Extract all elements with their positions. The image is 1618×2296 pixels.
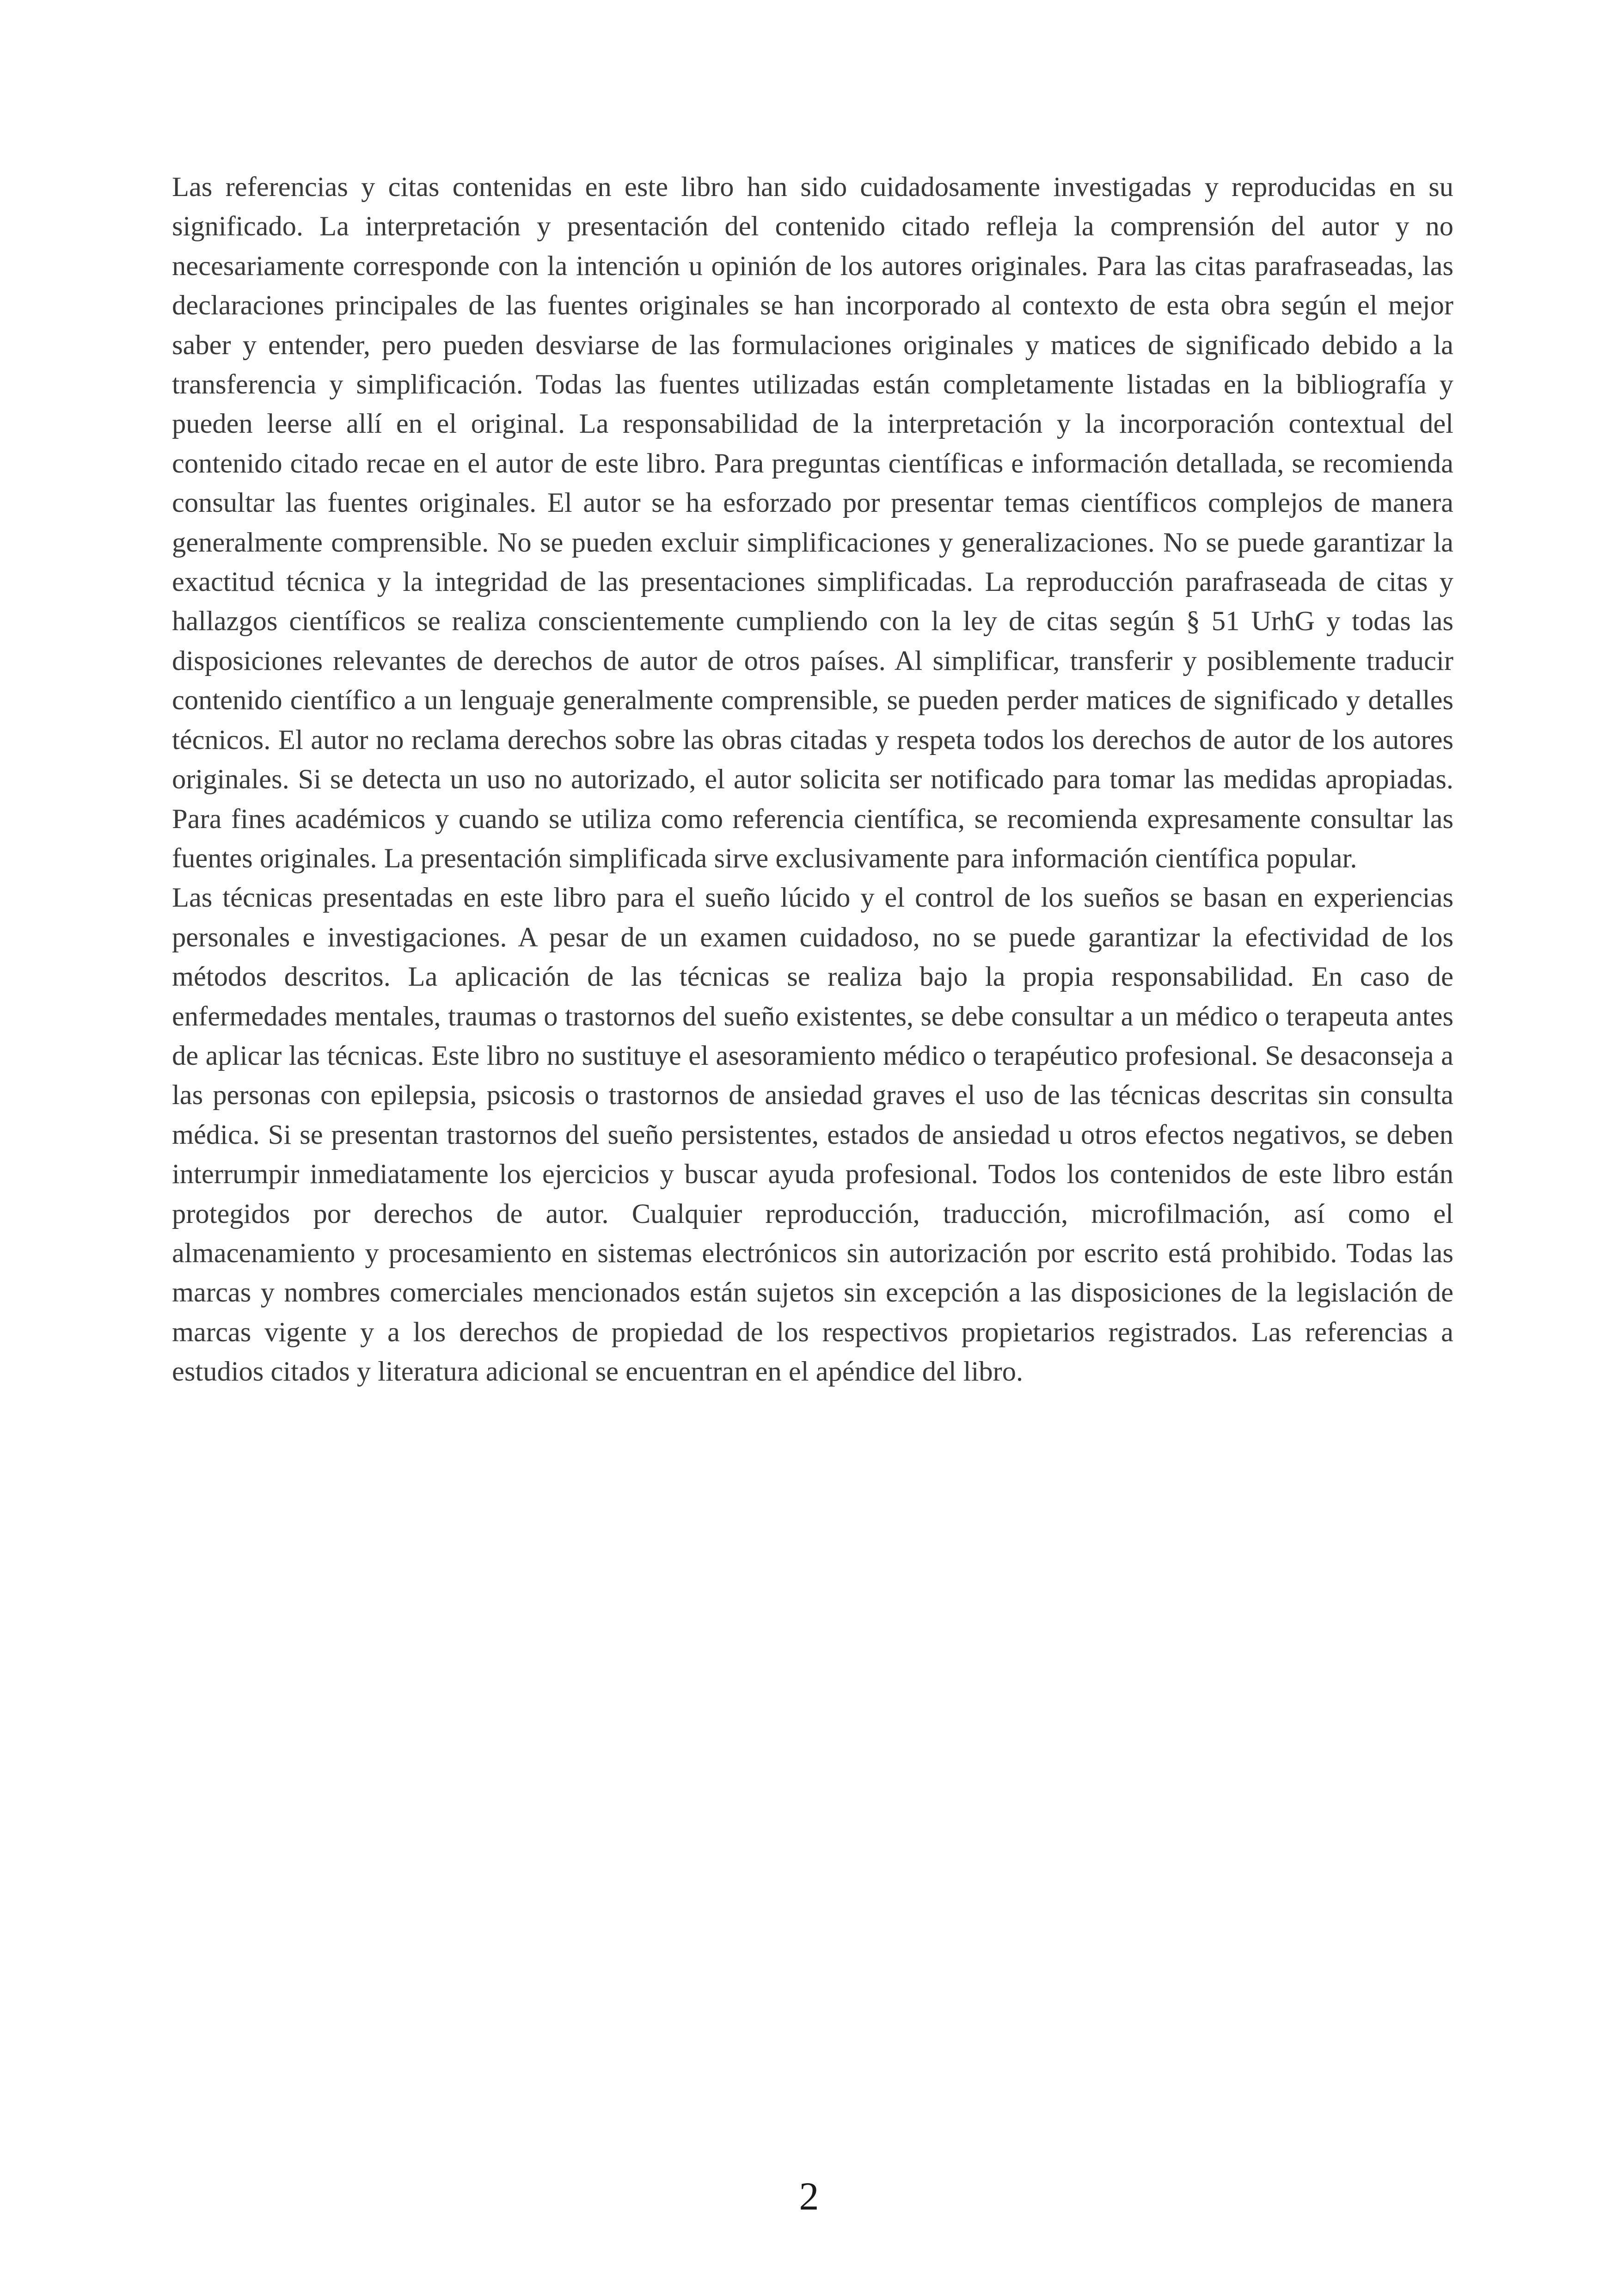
paragraph-techniques-disclaimer: Las técnicas presentadas en este libro para el sueño lúcido y el control de los sueños se basan en experiencias personales e investigaciones. A pesar de un examen cuidadoso, no se puede garantizar la efectividad de los métodos descritos. La aplicación de las técnicas se realiza bajo la propia responsabilidad. En caso de enfermedades mentales, traumas o trastornos del sueño existentes, se debe consultar a un médico o terapeuta antes de aplicar las técnicas. Este libro no sustituye el asesoramiento médico o terapéutico profesional. Se desaconseja a las personas con epilepsia, psicosis o trastornos de ansiedad graves el uso de las técnicas descritas sin consulta médica. Si se presentan trastornos del sueño persistentes, estados de ansiedad u otros efectos negativos, se deben interrumpir inmediatamente los ejercicios y buscar ayuda profesional. Todos los contenidos de este libro están protegidos por derechos de autor. Cualquier reproducción, traducción, microfilmación, así como el almacenamiento y procesamiento en sistemas electrónicos sin autorización por escrito está prohibido. Todas las marcas y nombres comerciales mencionados están sujetos sin excepción a las disposiciones de la legislación de marcas vigente y a los derechos de propiedad de los respectivos propietarios registrados. Las referencias a estudios citados y literatura adicional se encuentran en el apéndice del libro. xyxy=(172,882,1453,1387)
body-text xyxy=(172,167,1453,1392)
page-number: 2 xyxy=(799,2174,819,2218)
paragraph-citations-disclaimer: Las referencias y citas contenidas en este libro han sido cuidadosamente investigadas y reproducidas en su significado. La interpretación y presentación del contenido citado refleja la comprensión del autor y no necesariamente corresponde con la intención u opinión de los autores originales. Para las citas parafraseadas, las declaraciones principales de las fuentes originales se han incorporado al contexto de esta obra según el mejor saber y entender, pero pueden desviarse de las formulaciones originales y matices de significado debido a la transferencia y simplificación. Todas las fuentes utilizadas están completamente listadas en la bibliografía y pueden leerse allí en el original. La responsabilidad de la interpretación y la incorporación contextual del contenido citado recae en el autor de este libro. Para preguntas científicas e información detallada, se recomienda consultar las fuentes originales. El autor se ha esforzado por presentar temas científicos complejos de manera generalmente comprensible. No se pueden excluir simplificaciones y generalizaciones. No se puede garantizar la exactitud técnica y la integridad de las presentaciones simplificadas. La reproducción parafraseada de citas y hallazgos científicos se realiza conscientemente cumpliendo con la ley de citas según § 51 UrhG y todas las disposiciones relevantes de derechos de autor de otros países. Al simplificar, transferir y posiblemente traducir contenido científico a un lenguaje generalmente comprensible, se pueden perder matices de significado y detalles técnicos. El autor no reclama derechos sobre las obras citadas y respeta todos los derechos de autor de los autores originales. Si se detecta un uso no autorizado, el autor solicita ser notificado para tomar las medidas apropiadas. Para fines académicos y cuando se utiliza como referencia científica, se recomienda expresamente consultar las fuentes originales. La presentación simplificada sirve exclusivamente para información científica popular. xyxy=(172,172,1453,874)
